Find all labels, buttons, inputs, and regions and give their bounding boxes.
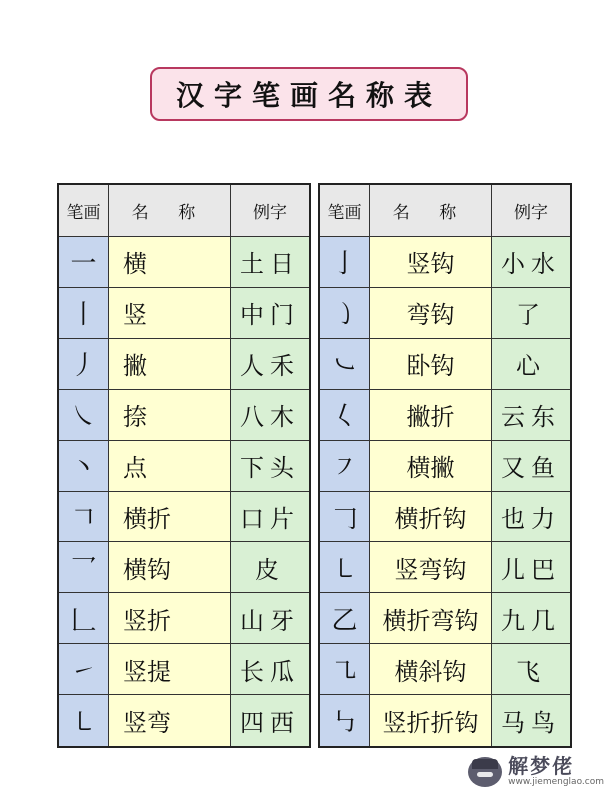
stroke-name: 竖钩 bbox=[370, 237, 492, 288]
stroke-table-left bbox=[57, 183, 311, 748]
example-char: 鱼 bbox=[531, 454, 561, 483]
stroke-glyph: 丨 bbox=[59, 288, 109, 339]
example-char: 八 bbox=[240, 403, 270, 432]
header-name: 名 称 bbox=[109, 185, 231, 237]
example-char: 禾 bbox=[270, 352, 300, 381]
stroke-name: 竖提 bbox=[109, 644, 231, 695]
header-stroke: 笔画 bbox=[59, 185, 109, 237]
example-chars bbox=[492, 339, 570, 390]
stroke-name: 点 bbox=[109, 441, 231, 492]
stroke-glyph: ㇄ bbox=[59, 695, 109, 746]
detective-logo-icon bbox=[468, 757, 502, 787]
example-chars bbox=[492, 441, 570, 492]
example-char: 下 bbox=[240, 454, 270, 483]
stroke-name: 竖折 bbox=[109, 593, 231, 644]
example-char: 山 bbox=[240, 606, 270, 635]
example-char: 又 bbox=[501, 454, 531, 483]
stroke-name: 捺 bbox=[109, 390, 231, 441]
example-char: 了 bbox=[516, 301, 546, 330]
example-char: 片 bbox=[270, 504, 300, 533]
example-chars bbox=[231, 441, 309, 492]
example-chars bbox=[492, 390, 570, 441]
stroke-glyph: 𠃍 bbox=[59, 492, 109, 543]
header-example: 例字 bbox=[231, 185, 309, 237]
example-char: 头 bbox=[270, 454, 300, 483]
stroke-name: 横钩 bbox=[109, 542, 231, 593]
example-chars bbox=[231, 237, 309, 288]
stroke-name: 弯钩 bbox=[370, 288, 492, 339]
example-char: 四 bbox=[240, 709, 270, 738]
example-char: 儿 bbox=[501, 555, 531, 584]
stroke-glyph: 丿 bbox=[59, 339, 109, 390]
example-char: 小 bbox=[501, 250, 531, 279]
example-chars bbox=[231, 542, 309, 593]
stroke-name: 撇折 bbox=[370, 390, 492, 441]
example-char: 鸟 bbox=[531, 709, 561, 738]
example-chars bbox=[492, 542, 570, 593]
example-char: 牙 bbox=[270, 606, 300, 635]
example-chars bbox=[492, 237, 570, 288]
stroke-glyph: ㇇ bbox=[320, 441, 370, 492]
example-char: 心 bbox=[516, 352, 546, 381]
stroke-name: 横折 bbox=[109, 492, 231, 543]
watermark-text bbox=[508, 756, 604, 787]
stroke-table-right bbox=[318, 183, 572, 748]
example-chars bbox=[231, 492, 309, 543]
header-name: 名 称 bbox=[370, 185, 492, 237]
stroke-glyph: ㇀ bbox=[59, 644, 109, 695]
example-char: 云 bbox=[501, 403, 531, 432]
watermark-title: 解梦佬 bbox=[508, 754, 575, 778]
stroke-name: 竖折折钩 bbox=[370, 695, 492, 746]
example-char: 巴 bbox=[531, 555, 561, 584]
stroke-glyph: 𡿨 bbox=[320, 390, 370, 441]
stroke-name: 竖弯 bbox=[109, 695, 231, 746]
stroke-name: 卧钩 bbox=[370, 339, 492, 390]
page-title: 汉字笔画名称表 bbox=[150, 67, 468, 121]
stroke-name: 竖 bbox=[109, 288, 231, 339]
stroke-name: 横折钩 bbox=[370, 492, 492, 543]
example-char: 日 bbox=[270, 250, 300, 279]
stroke-glyph: ㇈ bbox=[320, 644, 370, 695]
example-char: 几 bbox=[531, 606, 561, 635]
example-chars bbox=[492, 695, 570, 746]
example-char: 皮 bbox=[255, 555, 285, 584]
example-chars bbox=[231, 339, 309, 390]
example-chars bbox=[231, 288, 309, 339]
stroke-name: 横 bbox=[109, 237, 231, 288]
stroke-glyph: ㇉ bbox=[320, 695, 370, 746]
stroke-glyph: 乙 bbox=[320, 593, 370, 644]
stroke-name: 横斜钩 bbox=[370, 644, 492, 695]
watermark-url: www.jiemenglao.com bbox=[508, 777, 604, 787]
example-char: 力 bbox=[531, 504, 561, 533]
example-char: 飞 bbox=[516, 657, 546, 686]
stroke-glyph: 一 bbox=[59, 237, 109, 288]
example-char: 门 bbox=[270, 301, 300, 330]
stroke-name: 撇 bbox=[109, 339, 231, 390]
stroke-name: 横撇 bbox=[370, 441, 492, 492]
example-char: 西 bbox=[270, 709, 300, 738]
header-example: 例字 bbox=[492, 185, 570, 237]
example-char: 九 bbox=[501, 606, 531, 635]
example-char: 中 bbox=[240, 301, 270, 330]
stroke-glyph: ㇃ bbox=[320, 339, 370, 390]
stroke-glyph: 𠃊 bbox=[59, 593, 109, 644]
example-chars bbox=[492, 593, 570, 644]
stroke-name: 横折弯钩 bbox=[370, 593, 492, 644]
example-chars bbox=[492, 288, 570, 339]
stroke-name: 竖弯钩 bbox=[370, 542, 492, 593]
example-char: 土 bbox=[240, 250, 270, 279]
stroke-glyph: ㇏ bbox=[59, 390, 109, 441]
stroke-glyph: ㇄ bbox=[320, 542, 370, 593]
stroke-glyph: 𠃌 bbox=[320, 492, 370, 543]
example-char: 长 bbox=[240, 657, 270, 686]
example-char: 瓜 bbox=[270, 657, 300, 686]
example-chars bbox=[492, 492, 570, 543]
header-stroke: 笔画 bbox=[320, 185, 370, 237]
example-chars bbox=[492, 644, 570, 695]
stroke-glyph: 丶 bbox=[59, 441, 109, 492]
example-char: 木 bbox=[270, 403, 300, 432]
example-chars bbox=[231, 390, 309, 441]
example-char: 水 bbox=[531, 250, 561, 279]
example-char: 人 bbox=[240, 352, 270, 381]
example-chars bbox=[231, 644, 309, 695]
stroke-glyph: ㇁ bbox=[320, 288, 370, 339]
example-char: 也 bbox=[501, 504, 531, 533]
example-char: 东 bbox=[531, 403, 561, 432]
example-char: 马 bbox=[501, 709, 531, 738]
example-char: 口 bbox=[240, 504, 270, 533]
example-chars bbox=[231, 593, 309, 644]
site-watermark bbox=[468, 756, 604, 787]
example-chars bbox=[231, 695, 309, 746]
stroke-glyph: 亅 bbox=[320, 237, 370, 288]
stroke-glyph: 乛 bbox=[59, 542, 109, 593]
